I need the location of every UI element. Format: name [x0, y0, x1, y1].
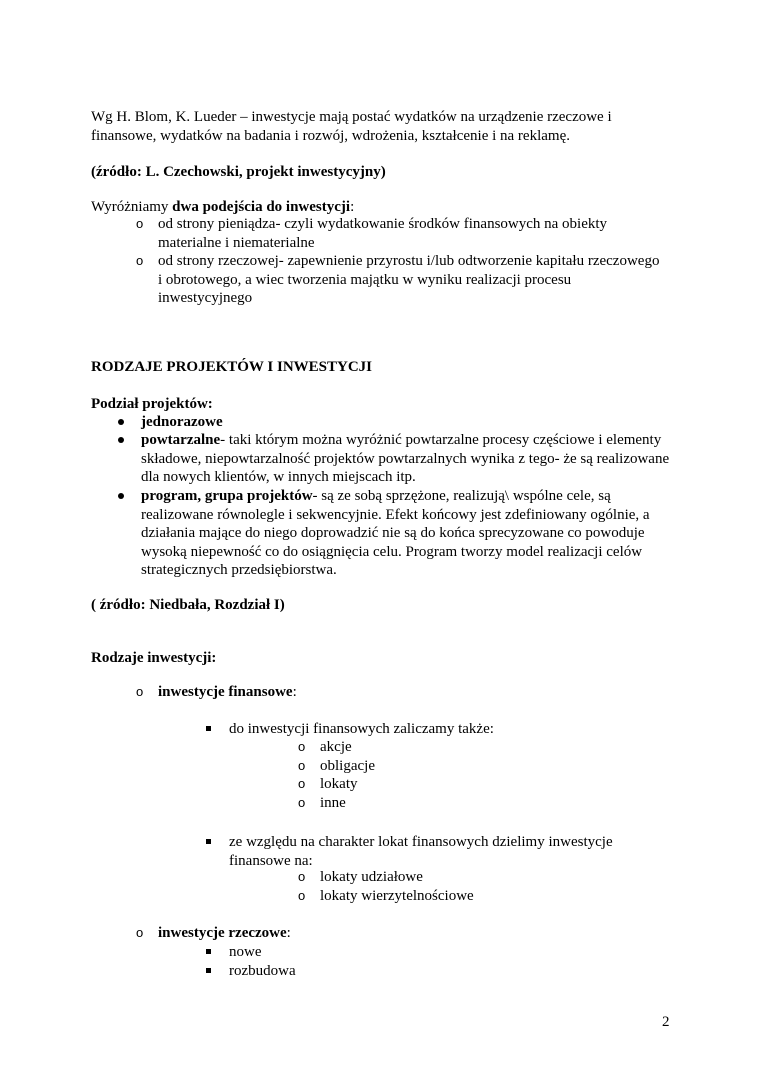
- approach-item: od strony pieniądza- czyli wydatkowanie środków finansowych na obiekty materialne i niematerialne: [158, 216, 608, 251]
- financial-instrument: akcje: [320, 739, 352, 755]
- investment-type-material: inwestycje rzeczowe:: [158, 925, 291, 941]
- circle-bullet-icon: o: [136, 216, 144, 231]
- financial-instrument: lokaty: [320, 776, 358, 792]
- circle-bullet-icon: o: [136, 684, 144, 699]
- square-bullet-icon: [206, 949, 211, 954]
- material-item: rozbudowa: [229, 963, 296, 979]
- circle-bullet-icon: o: [136, 253, 144, 268]
- approaches-lead: Wyróżniamy dwa podejścia do inwestycji:: [91, 199, 355, 215]
- source-citation-2: ( źródło: Niedbała, Rozdział I): [91, 597, 285, 613]
- project-item: jednorazowe: [141, 414, 223, 430]
- bullet-dot-icon: [118, 493, 124, 499]
- material-item: nowe: [229, 944, 262, 960]
- square-bullet-icon: [206, 968, 211, 973]
- circle-bullet-icon: o: [298, 758, 306, 773]
- source-citation-1: (źródło: L. Czechowski, projekt inwestycyjny): [91, 164, 386, 180]
- financial-sub-item: do inwestycji finansowych zaliczamy także:: [229, 721, 494, 737]
- circle-bullet-icon: o: [298, 888, 306, 903]
- circle-bullet-icon: o: [298, 776, 306, 791]
- projects-heading: Podział projektów:: [91, 396, 213, 412]
- financial-sub-item: ze względu na charakter lokat finansowych dzielimy inwestycje finansowe na:: [229, 834, 613, 869]
- investments-heading: Rodzaje inwestycji:: [91, 650, 217, 666]
- approach-item: od strony rzeczowej- zapewnienie przyrostu i/lub odtworzenie kapitału rzeczowego i obrotowego, a wiec tworzenia majątku w wyniku realizacji procesu inwestycyjnego: [158, 253, 660, 306]
- square-bullet-icon: [206, 839, 211, 844]
- financial-instrument: inne: [320, 795, 346, 811]
- project-item: powtarzalne- taki którym można wyróżnić powtarzalne procesy częściowe i elementy składowe, niepowtarzalność projektów powtarzalnych wynika z tego- że są realizowane dla nowych klientów, w innych miejscach itp.: [141, 432, 670, 485]
- intro-paragraph: Wg H. Blom, K. Lueder – inwestycje mają postać wydatków na urządzenie rzeczowe i finansowe, wydatków na badania i rozwój, wdrożenia, kształcenie i na reklamę.: [91, 109, 612, 144]
- circle-bullet-icon: o: [298, 795, 306, 810]
- investment-type-financial: inwestycje finansowe:: [158, 684, 297, 700]
- circle-bullet-icon: o: [298, 739, 306, 754]
- page-number: 2: [662, 1014, 670, 1030]
- bullet-dot-icon: [118, 437, 124, 443]
- bullet-dot-icon: [118, 419, 124, 425]
- section-title: RODZAJE PROJEKTÓW I INWESTYCJI: [91, 359, 373, 375]
- square-bullet-icon: [206, 726, 211, 731]
- circle-bullet-icon: o: [136, 925, 144, 940]
- circle-bullet-icon: o: [298, 869, 306, 884]
- financial-category: lokaty wierzytelnościowe: [320, 888, 474, 904]
- financial-instrument: obligacje: [320, 758, 375, 774]
- project-item: program, grupa projektów- są ze sobą sprzężone, realizują\ wspólne cele, są realizowane równolegle i sekwencyjnie. Efekt końcowy jest zdefiniowany ogólnie, a działania mające do niego doprowadzić nie są do końca sprecyzowane co powoduje wysoką niepewność co do osiągnięcia celu. Program tworzy model realizacji celów strategicznych przedsiębiorstwa.: [141, 488, 650, 578]
- financial-category: lokaty udziałowe: [320, 869, 423, 885]
